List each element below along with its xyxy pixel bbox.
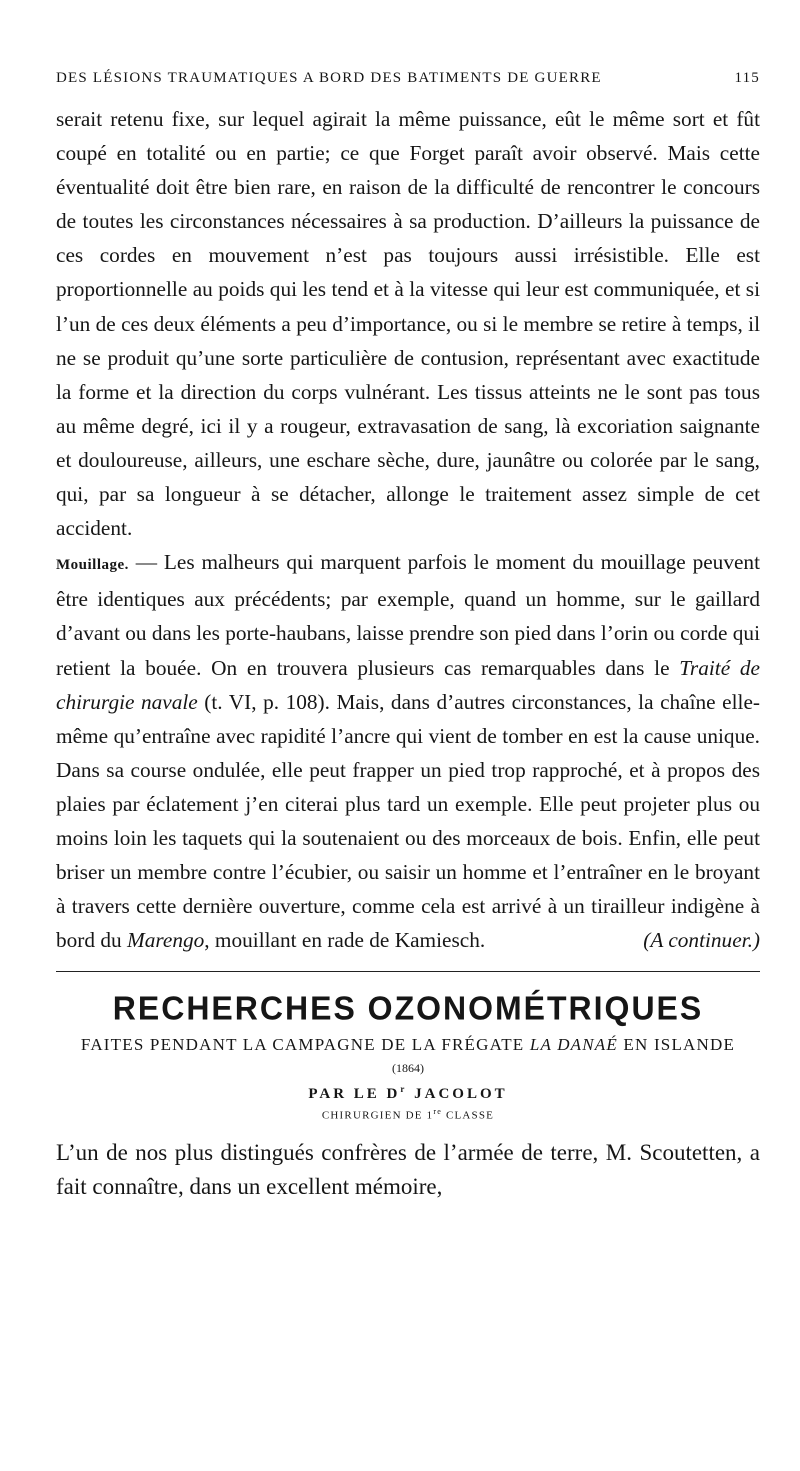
section-heading-mouillage: Mouillage. [56,557,129,574]
subtitle-text-1: FAITES PENDANT LA CAMPAGNE DE LA FRÉGATE [80,1035,530,1055]
article-title: RECHERCHES OZONOMÉTRIQUES [112,989,704,1028]
subtitle-text-2: EN ISLANDE [617,1035,736,1055]
paragraph-body: serait retenu fixe, sur lequel agirait la même puissance, eût le même sort et fût coupé en totalité ou en partie; ce que Forget paraît avoir observé. Mais cette éventualité doit être bien rare, en raison de la difficulté de rencontrer le concours de toutes les circonstances nécessaires à sa production. D’ailleurs la puissance de ces cordes en mouvement n’est pas toujours aussi irrésistible. Elle est proportionnelle au poids qui les tend et à la vitesse qui leur est communiquée, et si l’un de ces deux éléments a peu d’importance, ou si le membre se retire à temps, il ne se produit qu’une sorte particulière de contusion, représentant avec exactitude la forme et la direction du corps vulnérant. Les tissus atteints ne le sont pas tous au même degré, ici il y a rougeur, extravasation de sang, là excoriation saignante et douloureuse, ailleurs, une eschare sèche, dure, jaunâtre ou colorée par le sang, qui, par sa longueur à se détacher, allonge le traitement assez simple de cet accident. [56,107,760,541]
running-head-title: DES LÉSIONS TRAUMATIQUES A BORD DES BATIMENTS DE GUERRE [56,70,602,86]
paragraph-text-3: , mouillant en rade de Kamiesch. [204,928,486,953]
author-sup: r [400,1084,408,1095]
article-intro: L’un de nos plus distingués confrères de l’armée de terre, M. Scoutetten, a fait connaître, dans un excellent mémoire, [56,1140,760,1199]
book-page [56,66,760,1227]
book-title: Traité de chirurgie navale [56,655,760,714]
paragraph-mouillage [56,545,760,957]
author-prefix: PAR LE D [308,1086,401,1103]
paragraph-text-2: (t. VI, p. 108). Mais, dans d’autres circonstances, la chaîne elle-même qu’entraîne avec rapidité l’ancre qui vient de tomber en est la cause unique. Dans sa course ondulée, elle peut frapper un pied trop rapproché, et à propos des plaies par éclatement j’en citerai plus tard un exemple. Elle peut projeter plus ou moins loin les taquets qui la soutenaient ou des morceaux de bois. Enfin, elle peut briser un membre contre l’écubier, ou saisir un homme et l’entraîner en le broyant à travers cette dernière ouverture, comme cela est arrivé à un tirailleur indigène à bord du [56,689,760,953]
article-subtitle [56,1035,760,1055]
article-year: (1864) [392,1061,424,1076]
rank-suffix: CLASSE [442,1110,495,1122]
running-head [56,66,760,90]
continue-note: (A continuer.) [643,928,760,953]
page-number: 115 [734,70,760,86]
ship-name: Marengo [126,928,205,953]
paragraph-text-1: — Les malheurs qui marquent parfois le moment du mouillage peuvent être identiques aux précédents; par exemple, quand un homme, sur le gaillard d’avant ou dans les porte-haubans, laisse prendre son pied dans l’orin ou corde qui retient la bouée. On en trouvera plusieurs cas remarquables dans le [56,550,760,680]
subtitle-ship: LA DANAÉ [529,1035,618,1055]
author-rank [56,1107,760,1122]
rank-sup: re [433,1107,442,1117]
section-divider [56,971,760,972]
article-author [56,1084,760,1103]
author-name: JACOLOT [407,1086,508,1103]
rank-prefix: CHIRURGIEN DE 1 [321,1110,434,1122]
